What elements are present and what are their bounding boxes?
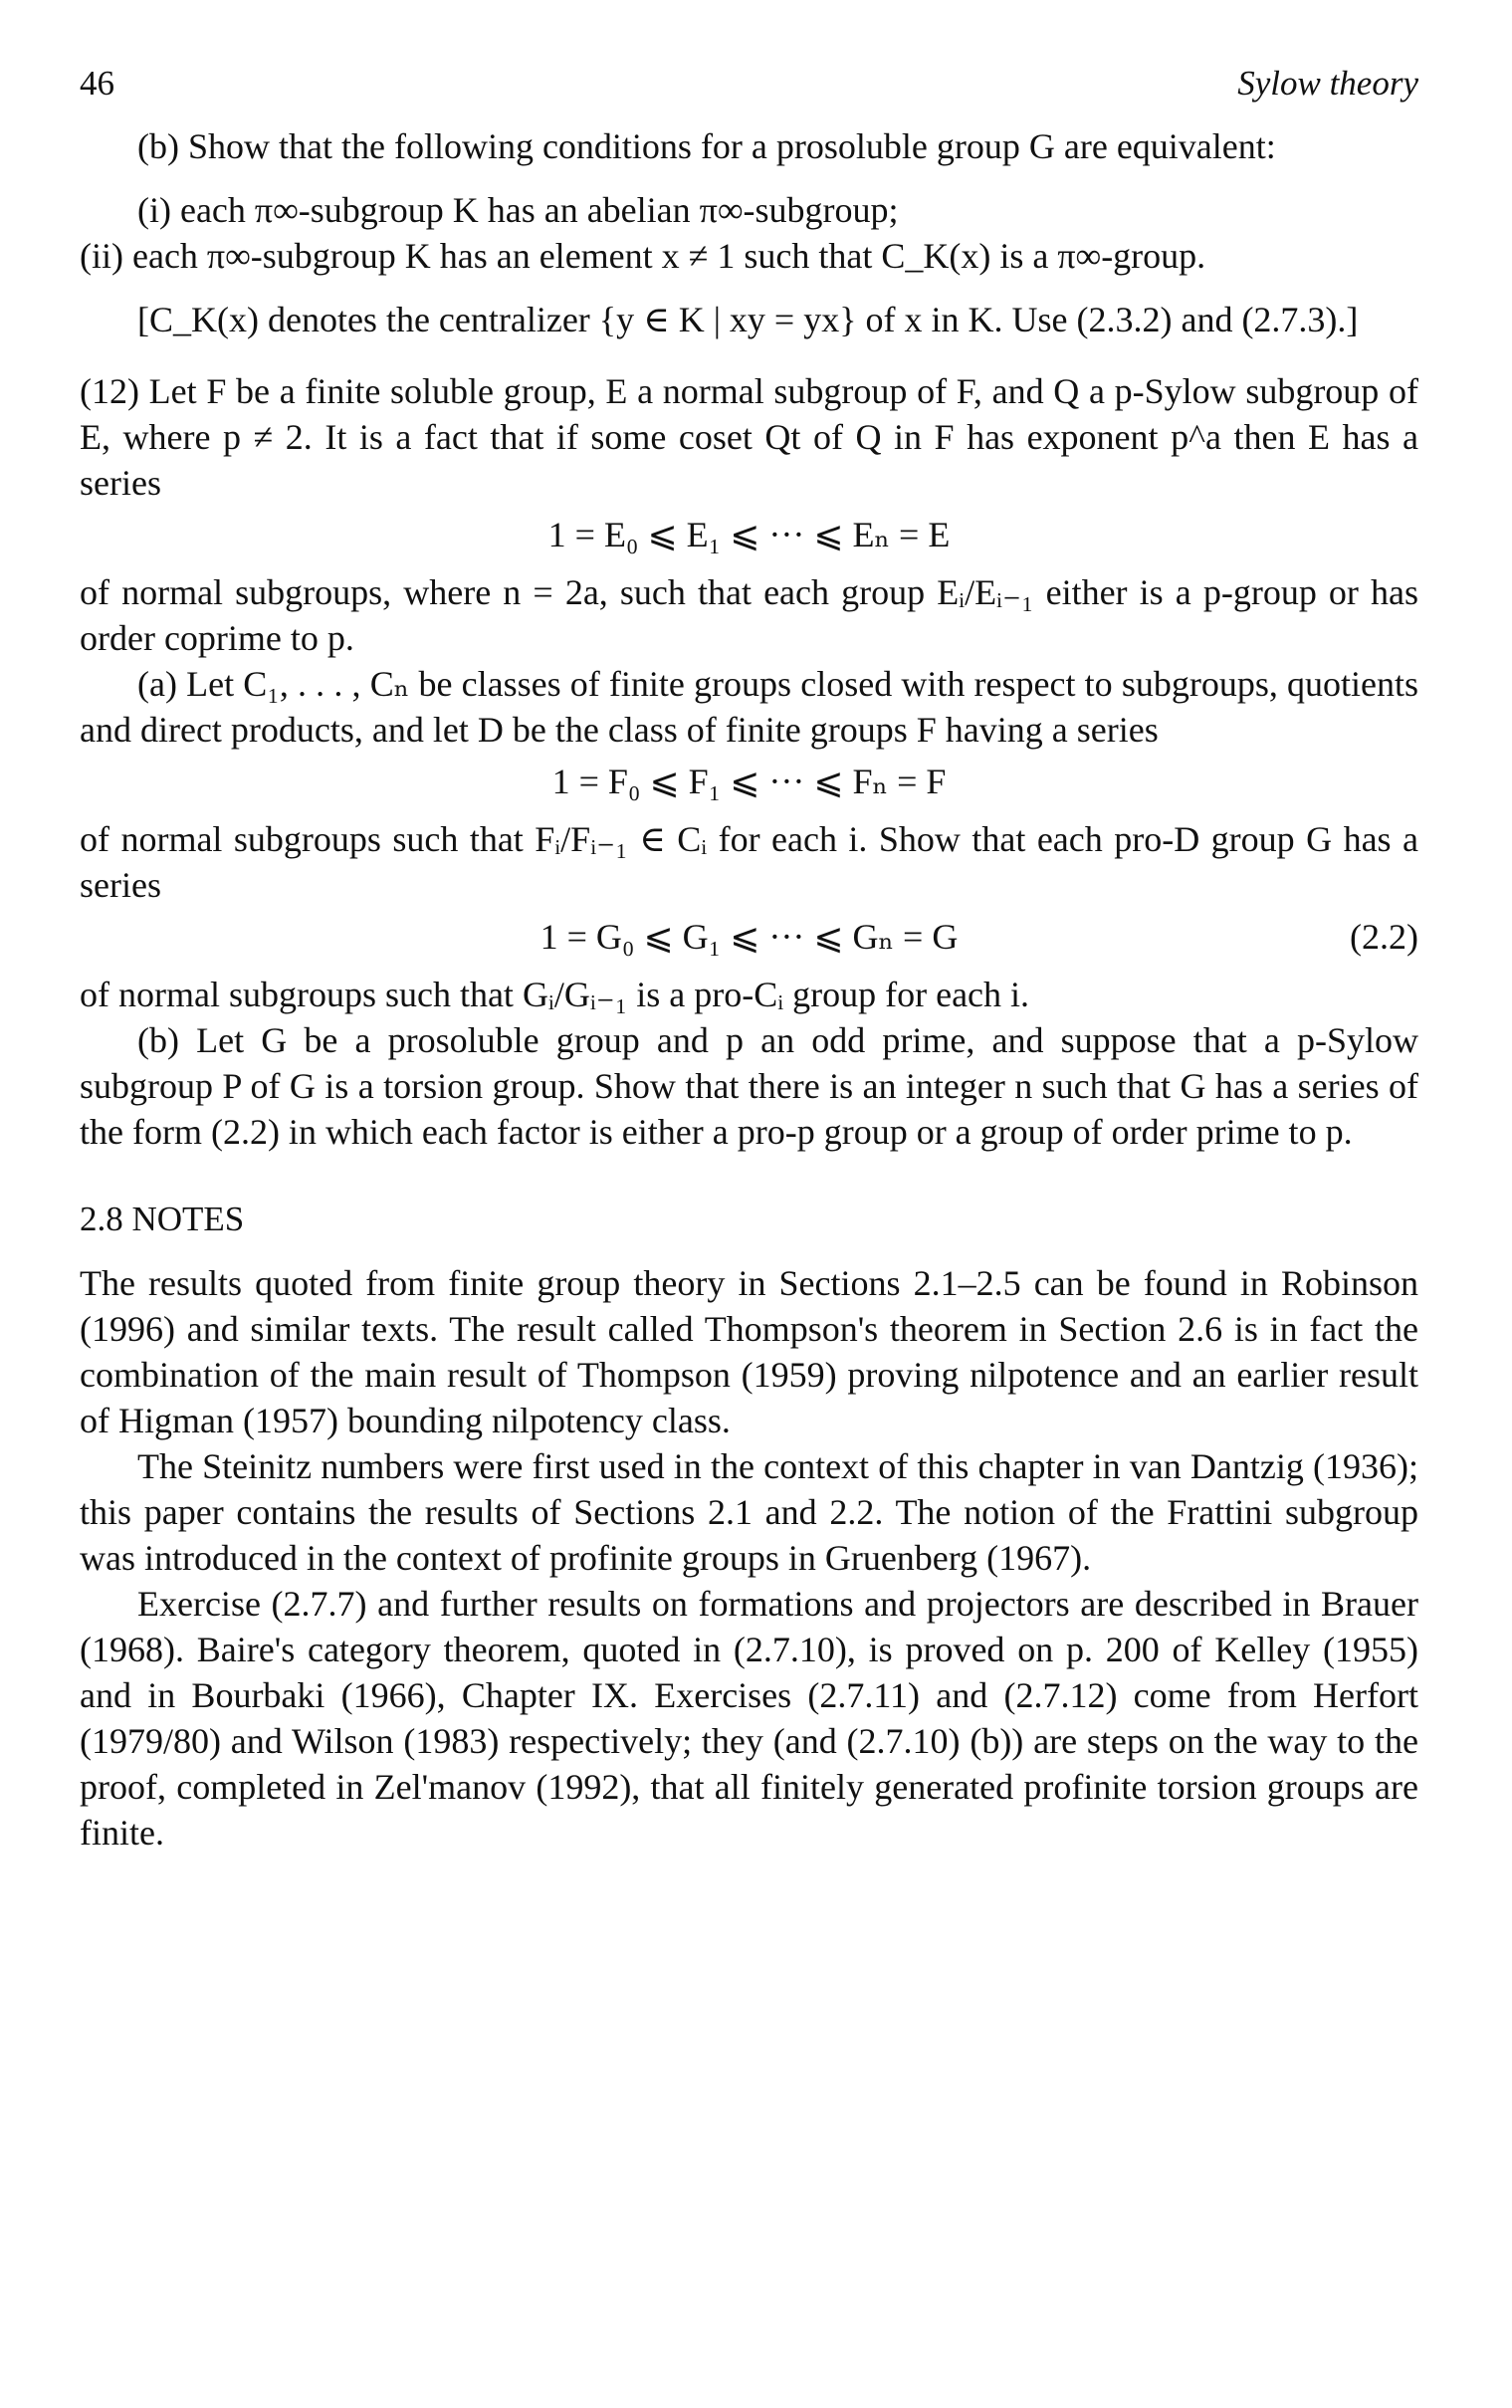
notes-paragraph-1: The results quoted from finite group theory in Sections 2.1–2.5 can be found in Robinson (1996) and similar texts. The result called Thompson's theorem in Section 2.6 is in fact the combination of the main result of Thompson (1959) proving nilpotence and an earlier result of Higman (1957) bounding nilpotency class.: [80, 1263, 1418, 1440]
notes-paragraph-3: Exercise (2.7.7) and further results on formations and projectors are described in Brauer (1968). Baire's category theorem, quoted in (2.7.10), is proved on p. 200 of Kelley (1955) and in Bourbaki (1966), Chapter IX. Exercises (2.7.11) and (2.7.12) come from Herfort (1979/80) and Wilson (1983) respectively; they (and (2.7.10) (b)) are steps on the way to the proof, completed in Zel'manov (1992), that all finitely generated profinite torsion groups are finite.: [80, 1584, 1418, 1853]
equation-text: 1 = F₀ ⩽ F₁ ⩽ ··· ⩽ Fₙ = F: [551, 762, 947, 801]
equation-series-e: [80, 510, 1418, 563]
notes-paragraph-2: The Steinitz numbers were first used in the context of this chapter in van Dantzig (1936); this paper contains the results of Sections 2.1 and 2.2. The notion of the Frattini subgroup was introduced in the context of profinite groups in Gruenberg (1967).: [80, 1446, 1418, 1578]
exercise-12-part-a-cont: of normal subgroups such that Fᵢ/Fᵢ₋₁ ∈ Cᵢ for each i. Show that each pro-D group G has a series: [80, 819, 1418, 905]
exercise-12-cont: of normal subgroups, where n = 2a, such that each group Eᵢ/Eᵢ₋₁ either is a p-group or has order coprime to p.: [80, 572, 1418, 658]
condition-i: (i) each π∞-subgroup K has an abelian π∞-subgroup;: [137, 190, 899, 230]
page: [80, 64, 1418, 1856]
hint: [C_K(x) denotes the centralizer {y ∈ K | xy = yx} of x in K. Use (2.3.2) and (2.7.3).]: [137, 300, 1359, 339]
equation-text: 1 = E₀ ⩽ E₁ ⩽ ··· ⩽ Eₙ = E: [547, 515, 951, 554]
exercise-12: (12) Let F be a finite soluble group, E a normal subgroup of F, and Q a p-Sylow subgroup of E, where p ≠ 2. It is a fact that if some coset Qt of Q in F has exponent p^a then E has a series: [80, 371, 1418, 503]
condition-ii: (ii) each π∞-subgroup K has an element x ≠ 1 such that C_K(x) is a π∞-group.: [80, 236, 1206, 276]
exercise-12-part-b: (b) Let G be a prosoluble group and p an odd prime, and suppose that a p-Sylow subgroup P of G is a torsion group. Show that there is an integer n such that G has a series of the form (2.2) in which each factor is either a pro-p group or a group of order prime to p.: [80, 1020, 1418, 1152]
section-heading: 2.8 NOTES: [80, 1200, 245, 1238]
equation-tag: (2.2): [1350, 917, 1418, 957]
page-number: 46: [80, 64, 114, 103]
running-head: Sylow theory: [1237, 64, 1418, 103]
exercise-12-part-a-end: of normal subgroups such that Gᵢ/Gᵢ₋₁ is a pro-Cᵢ group for each i.: [80, 975, 1030, 1014]
page-header: [80, 64, 1418, 123]
equation-text: 1 = G₀ ⩽ G₁ ⩽ ··· ⩽ Gₙ = G: [540, 917, 959, 957]
exercise-part-b-intro: (b) Show that the following conditions for a prosoluble group G are equivalent:: [137, 126, 1276, 166]
equation-series-f: [80, 757, 1418, 810]
equation-2-2: [80, 912, 1418, 966]
exercise-12-part-a: (a) Let C₁, . . . , Cₙ be classes of finite groups closed with respect to subgroups, quotients and direct products, and let D be the class of finite groups F having a series: [80, 664, 1418, 750]
